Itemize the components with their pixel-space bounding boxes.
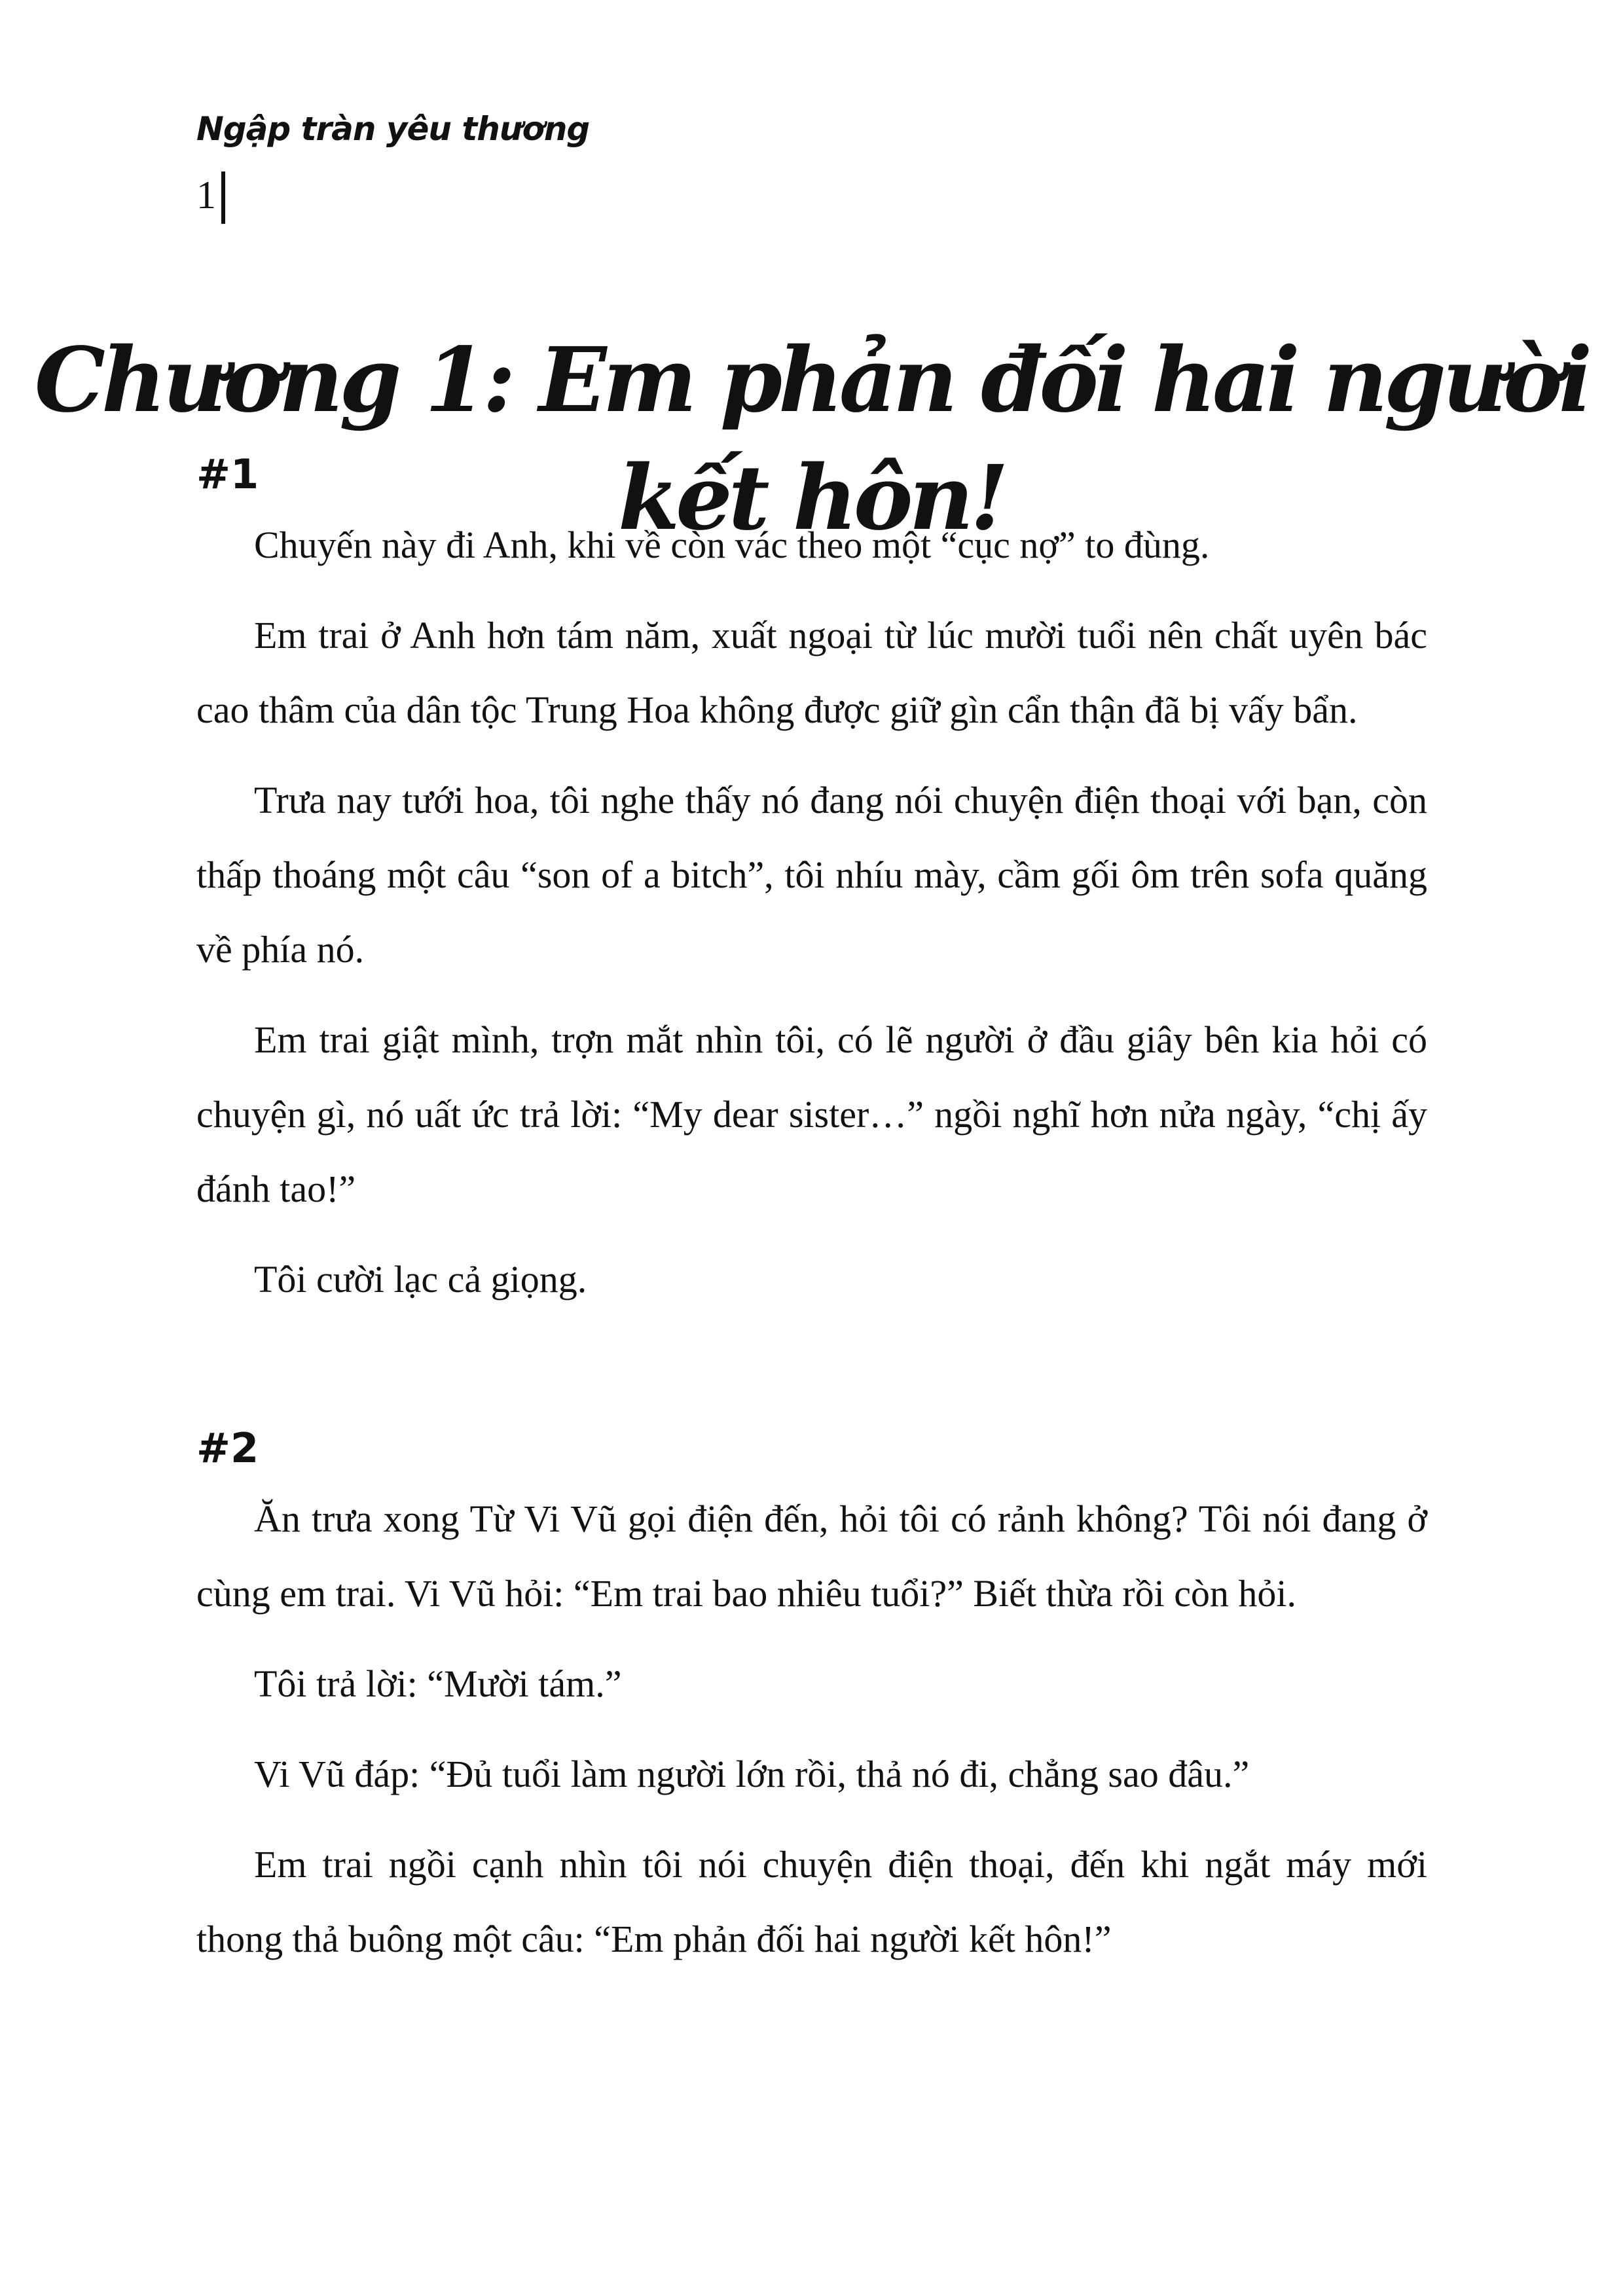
paragraph: Tôi cười lạc cả giọng. bbox=[254, 1258, 587, 1300]
book-title: Ngập tràn yêu thương bbox=[196, 110, 590, 148]
paragraph: Tôi trả lời: “Mười tám.” bbox=[254, 1662, 622, 1705]
paragraph: Ăn trưa xong Từ Vi Vũ gọi điện đến, hỏi tôi có rảnh không? Tôi nói đang ở cùng em trai. Vi Vũ hỏi: “Em trai bao nhiêu tuổi?” Biết thừa rồi còn hỏi. bbox=[196, 1498, 1427, 1615]
page-number: 1 bbox=[196, 173, 216, 217]
paragraph: Em trai ở Anh hơn tám năm, xuất ngoại từ lúc mười tuổi nên chất uyên bác cao thâm của dân tộc Trung Hoa không được giữ gìn cẩn thận đã bị vấy bẩn. bbox=[196, 614, 1427, 731]
chapter-title: Chương 1: Em phản đối hai người kết hôn! bbox=[34, 328, 1589, 551]
section-1 bbox=[196, 445, 1427, 1333]
page-number-divider bbox=[221, 171, 225, 224]
paragraph: Em trai ngồi cạnh nhìn tôi nói chuyện điện thoại, đến khi ngắt máy mới thong thả buông một câu: “Em phản đối hai người kết hôn!” bbox=[196, 1843, 1427, 1960]
paragraph: Chuyến này đi Anh, khi về còn vác theo một “cục nợ” to đùng. bbox=[254, 524, 1210, 566]
section-2 bbox=[196, 1419, 1427, 1992]
section-heading: #1 bbox=[196, 450, 259, 498]
paragraph: Vi Vũ đáp: “Đủ tuổi làm người lớn rồi, thả nó đi, chẳng sao đâu.” bbox=[254, 1753, 1250, 1795]
section-heading: #2 bbox=[196, 1424, 259, 1472]
paragraph: Em trai giật mình, trợn mắt nhìn tôi, có lẽ người ở đầu giây bên kia hỏi có chuyện gì, nó uất ức trả lời: “My dear sister…” ngồi nghĩ hơn nửa ngày, “chị ấy đánh tao!” bbox=[196, 1018, 1427, 1210]
paragraph: Trưa nay tưới hoa, tôi nghe thấy nó đang nói chuyện điện thoại với bạn, còn thấp thoáng một câu “son of a bitch”, tôi nhíu mày, cầm gối ôm trên sofa quăng về phía nó. bbox=[196, 779, 1427, 971]
